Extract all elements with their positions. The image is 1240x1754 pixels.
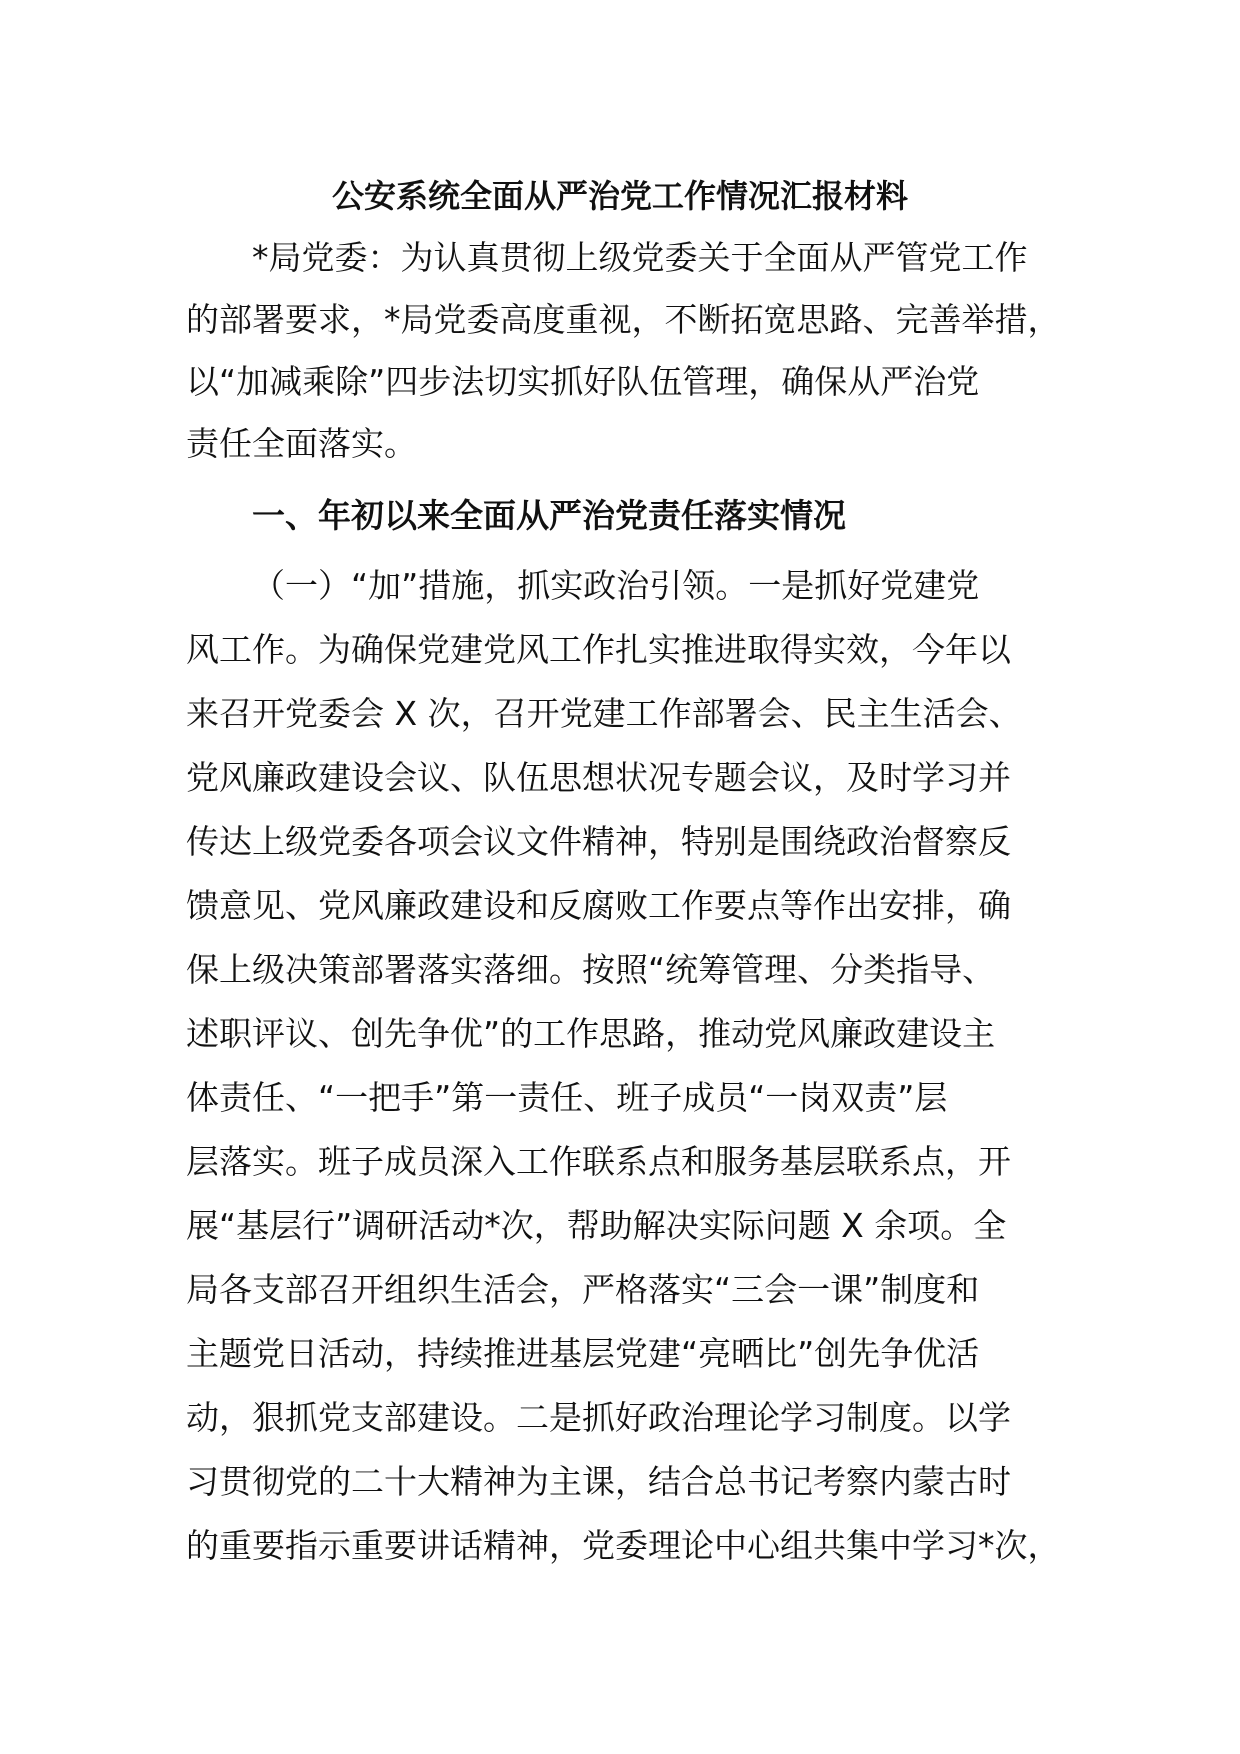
paragraph-line: 体责任、“一把手”第一责任、班子成员“一岗双责”层 [186,1078,948,1117]
section-heading: 一、年初以来全面从严治党责任落实情况 [252,496,846,535]
paragraph-line: 主题党日活动，持续推进基层党建“亮晒比”创先争优活 [186,1334,980,1373]
paragraph-line: 保上级决策部署落实落细。按照“统筹管理、分类指导、 [186,950,996,989]
paragraph-line: 述职评议、创先争优”的工作思路，推动党风廉政建设主 [186,1014,996,1053]
paragraph-line: 传达上级党委各项会议文件精神，特别是围绕政治督察反 [186,822,1011,861]
paragraph-line: 馈意见、党风廉政建设和反腐败工作要点等作出安排，确 [186,886,1011,925]
paragraph-line: 展“基层行”调研活动*次，帮助解决实际问题 X 余项。全 [186,1206,1007,1245]
paragraph-line: （一）“加”措施，抓实政治引领。一是抓好党建党 [252,566,980,605]
paragraph-line: 习贯彻党的二十大精神为主课，结合总书记考察内蒙古时 [186,1462,1011,1501]
paragraph-line: 动，狠抓党支部建设。二是抓好政治理论学习制度。以学 [186,1398,1011,1437]
paragraph-line: 以“加减乘除”四步法切实抓好队伍管理，确保从严治党 [186,362,980,401]
paragraph-line: 党风廉政建设会议、队伍思想状况专题会议，及时学习并 [186,758,1011,797]
paragraph-line: 的部署要求，*局党委高度重视，不断拓宽思路、完善举措， [186,300,1061,339]
paragraph-line: 风工作。为确保党建党风工作扎实推进取得实效，今年以 [186,630,1011,669]
paragraph-line: 局各支部召开组织生活会，严格落实“三会一课”制度和 [186,1270,980,1309]
paragraph-line: 层落实。班子成员深入工作联系点和服务基层联系点，开 [186,1142,1011,1181]
paragraph-line: 来召开党委会 X 次，召开党建工作部署会、民主生活会、 [186,694,1022,733]
paragraph-line: 的重要指示重要讲话精神，党委理论中心组共集中学习*次， [186,1526,1061,1565]
paragraph-line: 责任全面落实。 [186,424,417,463]
paragraph-line: *局党委：为认真贯彻上级党委关于全面从严管党工作 [252,238,1028,277]
document-title: 公安系统全面从严治党工作情况汇报材料 [331,177,908,215]
